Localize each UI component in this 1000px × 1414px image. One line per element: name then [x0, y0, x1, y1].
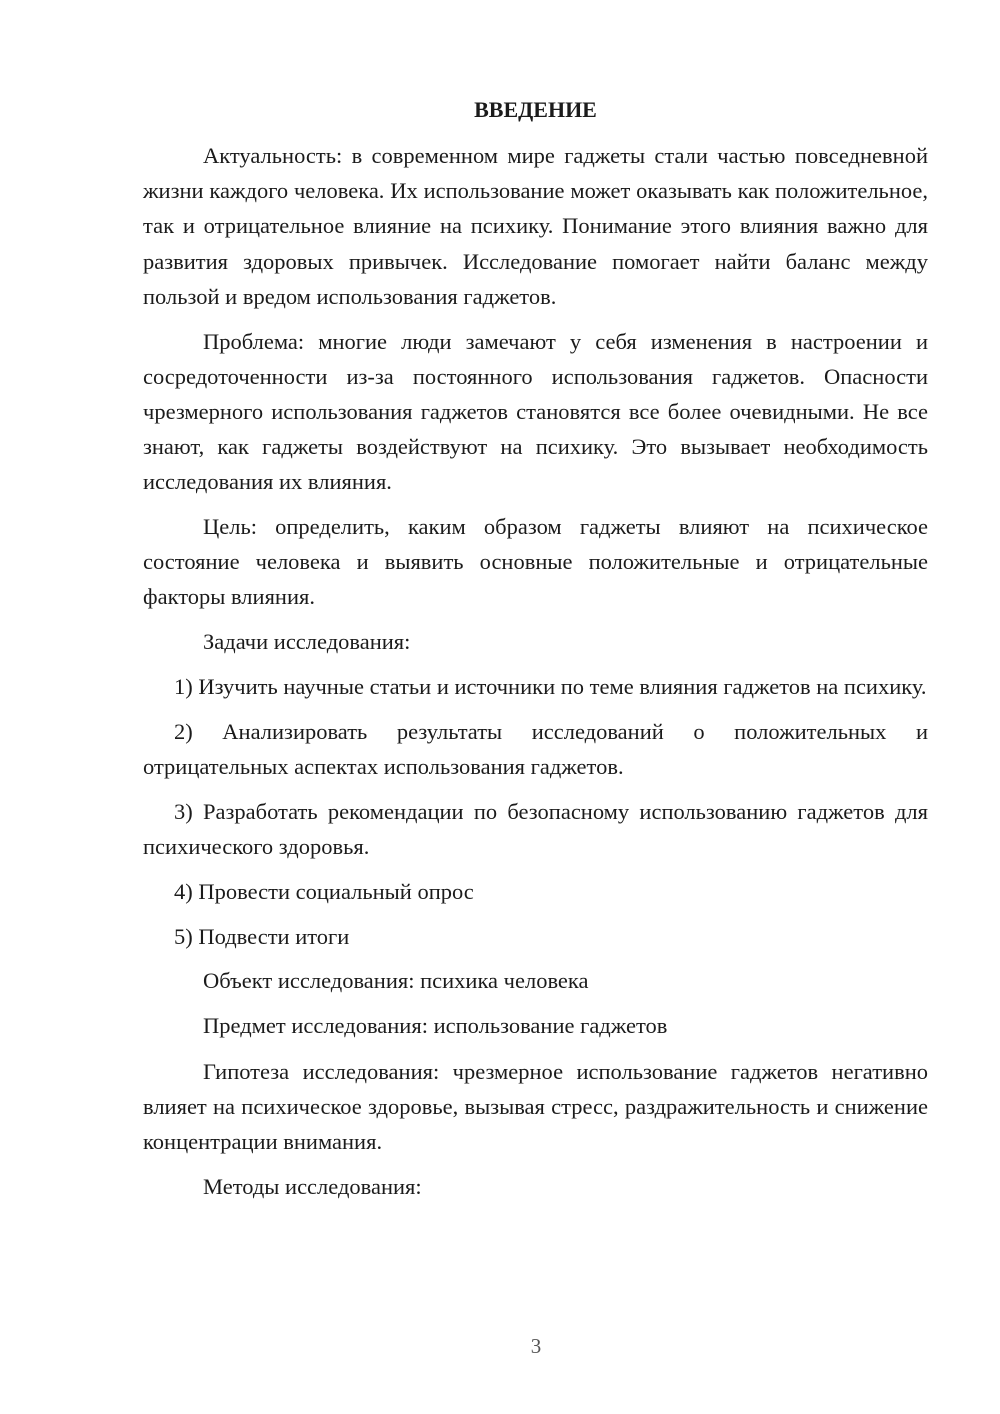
task-item-1: 1) Изучить научные статьи и источники по теме влияния гаджетов на психику.	[174, 674, 927, 700]
hypothesis-paragraph: Гипотеза исследования: чрезмерное использование гаджетов негативно влияет на психическое здоровье, вызывая стресс, раздражительность и снижение концентрации внимания.	[143, 1058, 928, 1155]
subject-line: Предмет исследования: использование гаджетов	[203, 1013, 668, 1039]
goal-paragraph: Цель: определить, каким образом гаджеты влияют на психическое состояние человека и выявить основные положительные и отрицательные факторы влияния.	[143, 514, 928, 610]
tasks-heading: Задачи исследования:	[203, 629, 411, 655]
relevance-paragraph: Актуальность: в современном мире гаджеты стали частью повседневной жизни каждого человека. Их использование может оказывать как положительное, так и отрицательное влияние на психику. Понимание этого влияния важно для развития здоровых привычек. Исследование помогает найти баланс между пользой и вредом использования гаджетов.	[143, 143, 928, 309]
task-item-4: 4) Провести социальный опрос	[174, 878, 474, 904]
page-title: ВВЕДЕНИЕ	[474, 97, 597, 122]
document-page	[143, 92, 928, 1214]
task-item-2: 2) Анализировать результаты исследований о положительных и отрицательных аспектах использования гаджетов.	[143, 719, 928, 780]
methods-heading: Методы исследования:	[203, 1173, 422, 1199]
task-item-5: 5) Подвести итоги	[174, 923, 350, 949]
task-item-3: 3) Разработать рекомендации по безопасному использованию гаджетов для психического здоровья.	[143, 798, 928, 860]
page-number: 3	[530, 1334, 542, 1358]
object-line: Объект исследования: психика человека	[203, 968, 589, 994]
problem-paragraph: Проблема: многие люди замечают у себя изменения в настроении и сосредоточенности из-за постоянного использования гаджетов. Опасности чрезмерного использования гаджетов становятся все более очевидными. Не все знают, как гаджеты воздействуют на психику. Это вызывает необходимость исследования их влияния.	[143, 328, 928, 495]
